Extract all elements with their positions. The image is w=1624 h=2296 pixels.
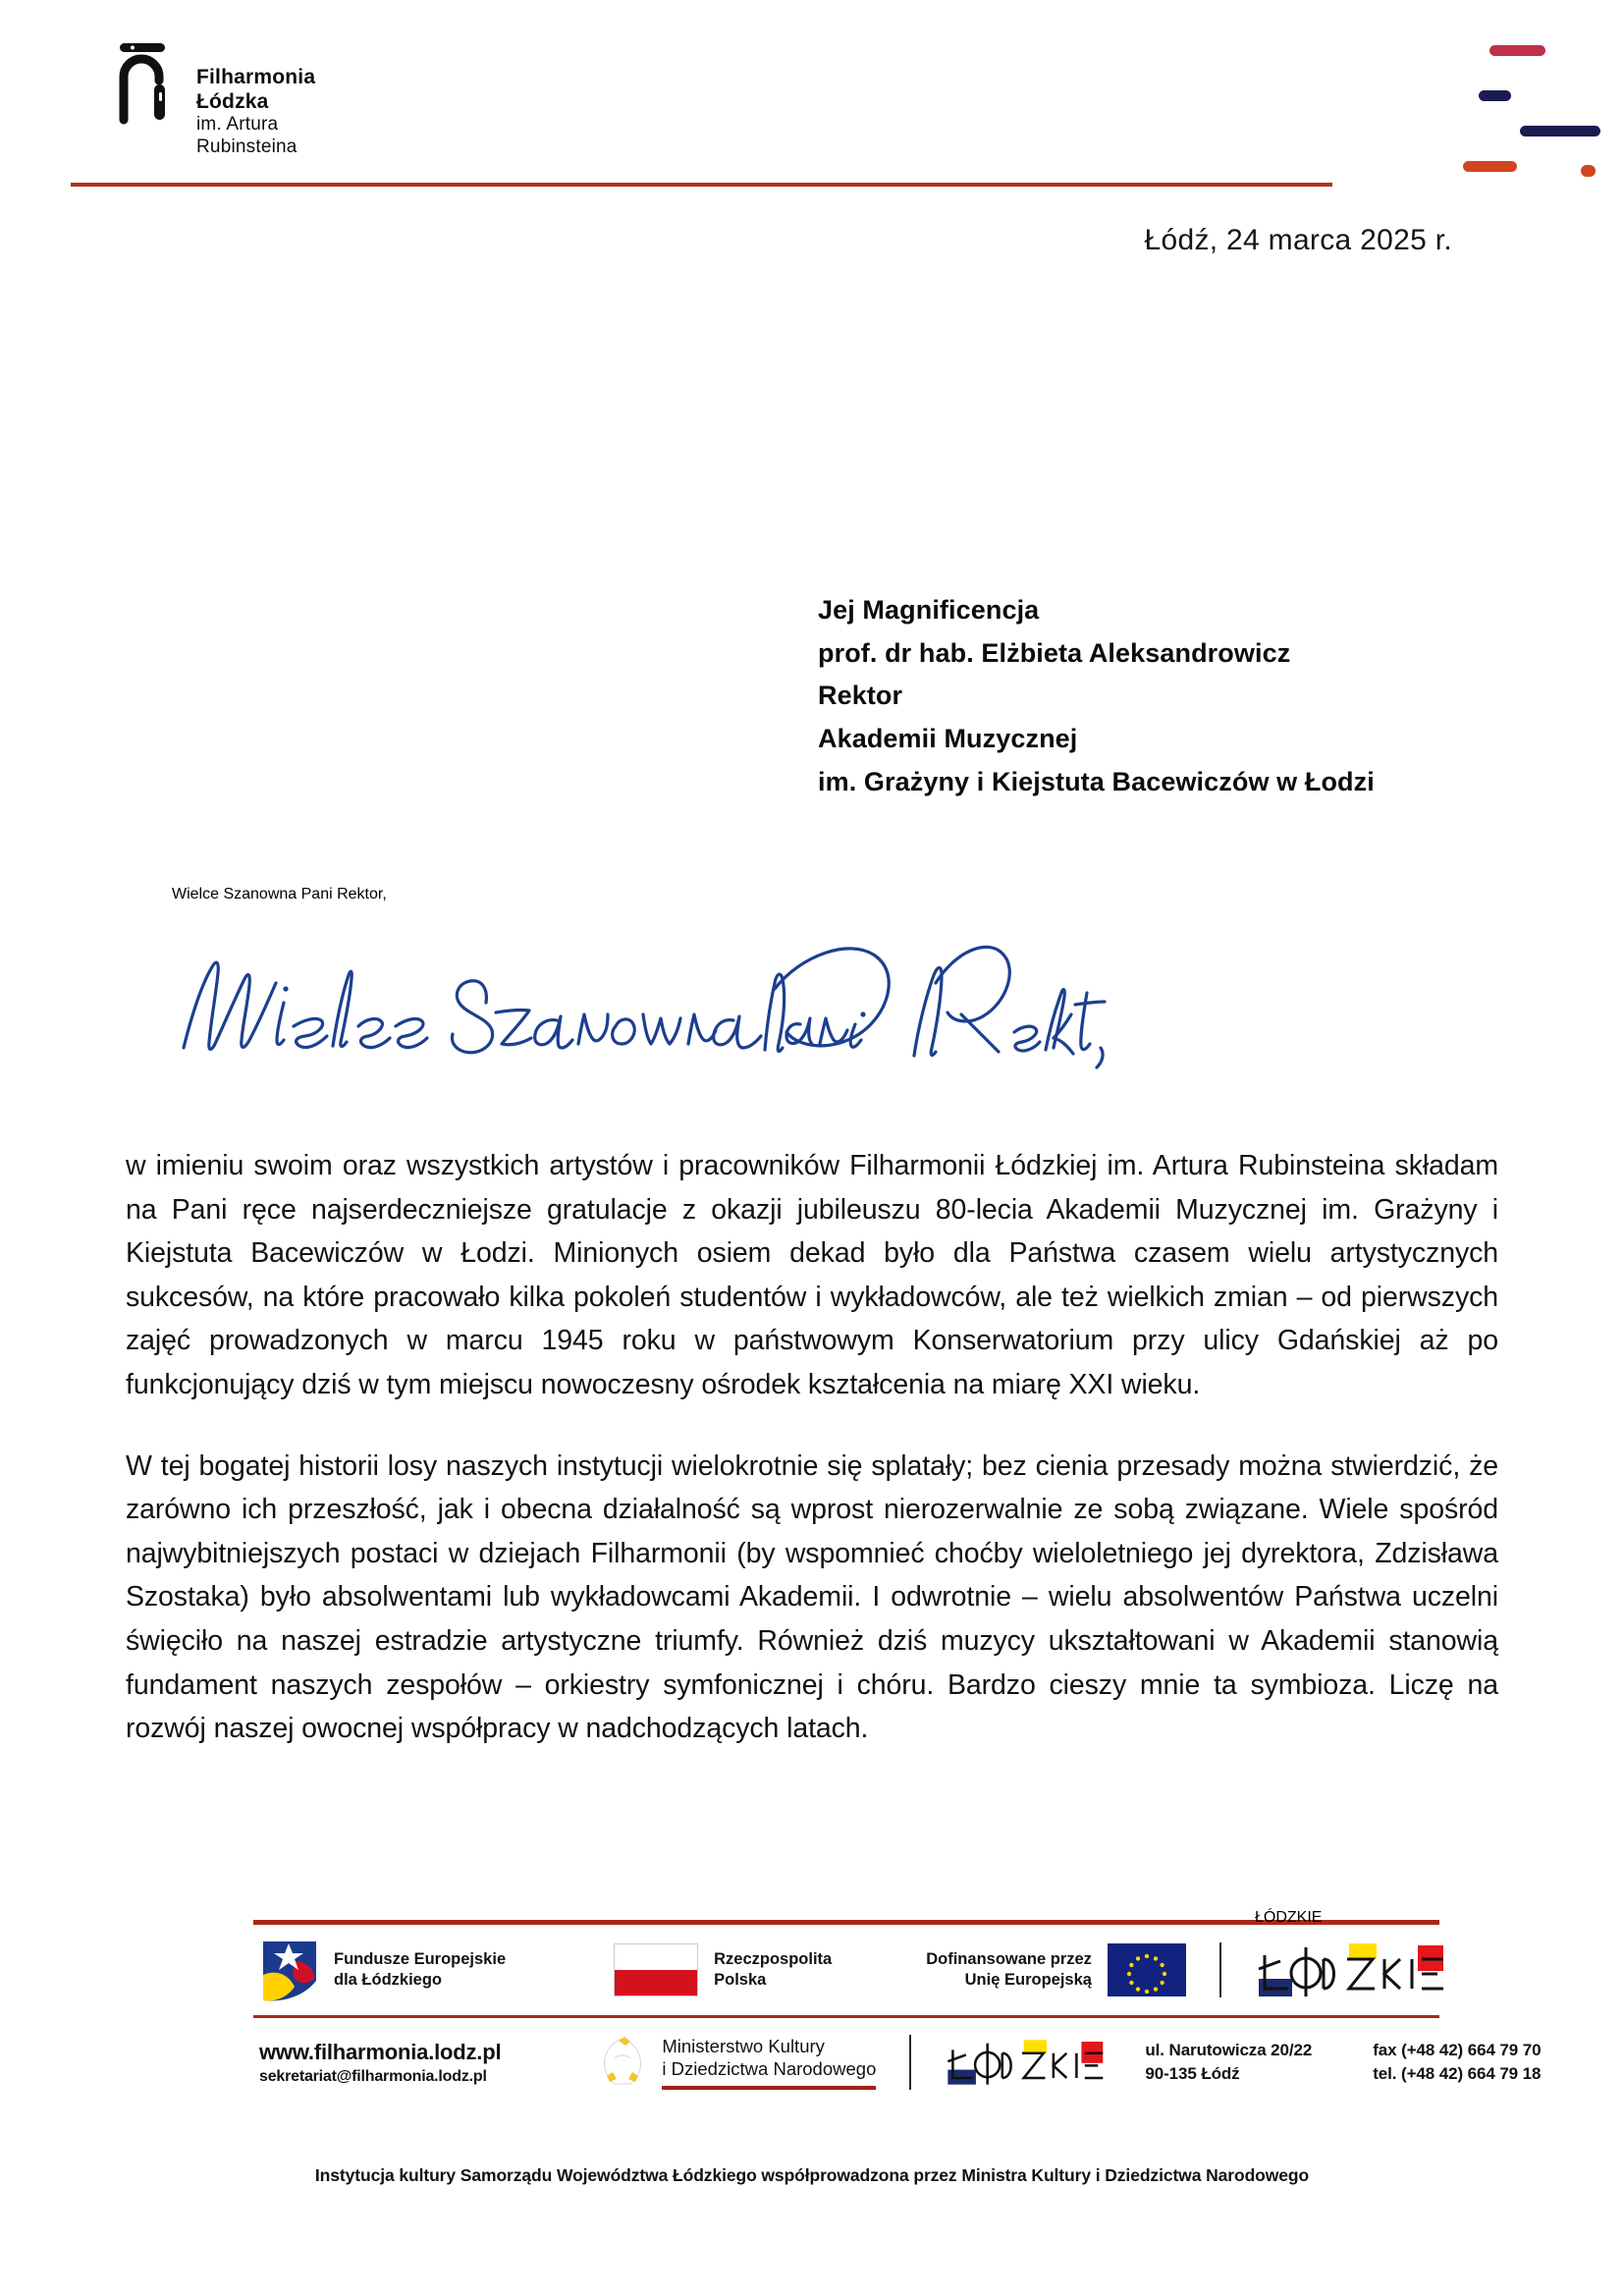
addressee-block [818,589,1375,804]
ministerstwo-kultury-block [595,2033,876,2092]
footer-contact-row [253,2018,1542,2106]
addressee-line-5: im. Grażyny i Kiejstuta Bacewiczów w Łodzi [818,766,1375,796]
letterhead-line-2: Łódzka [196,90,269,114]
footer-divider-2 [909,2035,911,2090]
ue-line-1: Dofinansowane przez [926,1949,1092,1968]
address-line-1: ul. Narutowicza 20/22 [1145,2040,1313,2059]
filharmonia-arch-logo-icon [116,41,177,122]
decor-dash-4 [1463,161,1517,172]
postal-address-block [1145,2039,1312,2086]
body-paragraph-2: W tej bogatej historii losy naszych instytucji wielokrotnie się splatały; bez cienia przesady można stwierdzić, że zarówno ich przeszłość, jak i obecna działalność są wprost nierozerwalnie ze sobą związane. Wiele spośród najwybitniejszych postaci w dziejach Filharmonii (by wspomnieć choćby wieloletniego jej dyrektora, Zdzisława Szostaka) było absolwentami lub wykładowcami Akademii. I odwrotnie – wielu absolwentów Państwa uczelni święciło na naszej estradzie artystyczne triumfy. Również dziś muzycy ukształtowani w Akademii stanowią fundament naszych zespołów – orkiestry symfonicznej i chóru. Bardzo cieszy mnie ta symbioza. Liczę na rozwój naszej owocnej współpracy w nadchodzących latach. [126,1449,1498,1745]
decor-dash-5 [1581,165,1596,177]
letterhead-text [196,41,315,159]
lodzkie-logo-text: ŁÓDZKIE [1254,1909,1323,1926]
polish-flag-icon [614,1943,698,1996]
fundusze-europejskie-logo-icon [259,1936,320,2004]
ministerstwo-kultury-text [662,2035,876,2091]
fundusze-line-1: Fundusze Europejskie [334,1949,507,1968]
fundusze-europejskie-label [334,1949,506,1991]
rzeczpospolita-line-2: Polska [714,1971,767,1989]
ue-line-2: Unię Europejską [964,1971,1092,1989]
decor-dash-3 [1520,126,1600,137]
addressee-line-2: prof. dr hab. Elżbieta Aleksandrowicz [818,637,1291,668]
addressee-line-1: Jej Magnificencja [818,595,1040,625]
letterhead-line-3: im. Artura [196,114,279,136]
phone-block [1373,2039,1541,2086]
eu-flag-icon [1108,1943,1186,1996]
rzeczpospolita-line-1: Rzeczpospolita [714,1949,833,1968]
lodzkie-logo-secondary-icon [945,2038,1110,2087]
footer-disclaimer: Instytucja kultury Samorządu Województwa Łódzkiego współprowadzona przez Ministra Kultury i Dziedzictwa Narodowego [314,2165,1310,2185]
header-rule [71,183,1332,187]
footer-divider-1 [1219,1942,1221,1997]
rzeczpospolita-block [614,1943,832,1996]
decor-dash-2 [1479,90,1511,101]
fundusze-line-2: dla Łódzkiego [334,1971,443,1989]
unia-europejska-label [926,1949,1092,1991]
footer [253,1909,1542,2106]
decor-dash-1 [1489,45,1545,56]
website-block [259,2040,501,2086]
fundusze-europejskie-block [259,1936,506,2004]
addressee-line-3: Rektor [818,681,903,711]
address-line-2: 90-135 Łódź [1145,2064,1240,2083]
lodzkie-logo-icon [1254,1909,1451,1998]
fax-number: fax (+48 42) 664 79 70 [1373,2040,1542,2059]
salutation-text: Wielce Szanowna Pani Rektor, [172,886,387,902]
date-line: Łódź, 24 marca 2025 r. [1144,224,1452,256]
letter-body [126,1144,1498,1751]
ministerstwo-underline [662,2086,876,2090]
footer-funding-row [253,1909,1439,2015]
polish-eagle-icon [595,2033,650,2092]
handwritten-salutation [172,886,1114,1080]
letterhead [116,41,315,159]
telephone-number: tel. (+48 42) 664 79 18 [1373,2064,1542,2083]
email-address[interactable]: sekretariat@filharmonia.lodz.pl [259,2067,487,2085]
letterhead-line-1: Filharmonia [196,66,316,88]
letterhead-line-4: Rubinsteina [196,137,298,158]
ministerstwo-line-1: Ministerstwo Kultury [662,2035,825,2056]
addressee-line-4: Akademii Muzycznej [818,724,1078,754]
website-url[interactable]: www.filharmonia.lodz.pl [259,2039,502,2064]
ministerstwo-line-2: i Dziedzictwa Narodowego [662,2058,877,2079]
unia-europejska-block [926,1943,1186,1996]
rzeczpospolita-label [714,1949,832,1991]
body-paragraph-1: w imieniu swoim oraz wszystkich artystów i pracowników Filharmonii Łódzkiej im. Artura Rubinsteina składam na Pani ręce najserdeczniejsze gratulacje z okazji jubileuszu 80-lecia Akademii Muzycznej im. Grażyny i Kiejstuta Bacewiczów w Łodzi. Minionych osiem dekad było dla Państwa czasem wielu artystycznych sukcesów, na które pracowało kilka pokoleń studentów i wykładowców, ale też wielkich zmian – od pierwszych zajęć prowadzonych w marcu 1945 roku w państwowym Konserwatorium przy ulicy Gdańskiej aż po funkcjonujący dziś w tym miejscu nowoczesny ośrodek kształcenia na miarę XXI wieku. [126,1150,1498,1400]
